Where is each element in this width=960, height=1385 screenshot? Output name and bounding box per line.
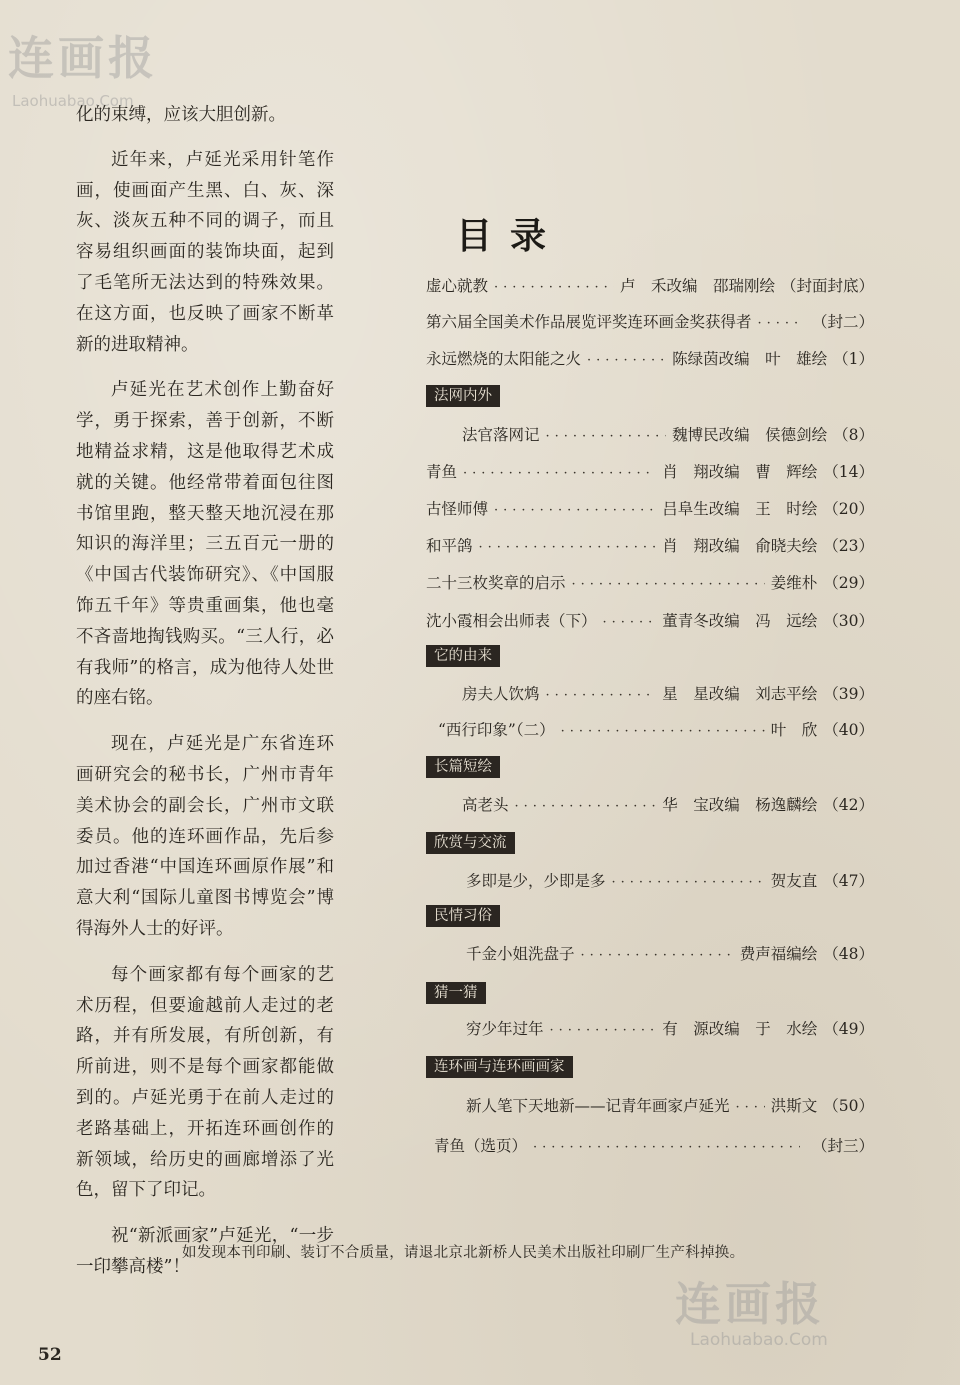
toc-title: 目录 xyxy=(456,216,565,257)
toc-entry xyxy=(426,534,874,556)
toc-entry xyxy=(466,1017,874,1039)
toc-entry-authors: 董青冬改编 冯 远绘 xyxy=(662,612,818,630)
toc-leader xyxy=(479,540,657,555)
article-paragraph: 近年来，卢延光采用针笔作画，使画面产生黑、白、灰、深灰、淡灰五种不同的调子，而且容易组织画面的装饰块面，起到了毛笔所无法达到的特殊效果。在这方面，也反映了画家不断革新的进取精神。 xyxy=(76,149,334,355)
toc-leader xyxy=(587,353,666,368)
toc-entry xyxy=(426,497,874,519)
toc-entry-authors: 叶 欣 xyxy=(770,721,818,739)
toc-entry-authors: 陈绿茵改编 叶 雄绘 xyxy=(672,350,828,368)
toc-entry-page: （8） xyxy=(833,426,874,444)
toc-entry xyxy=(426,460,874,482)
toc-entry xyxy=(438,718,874,740)
toc-leader xyxy=(581,948,734,963)
toc-entry-authors: 有 源改编 于 水绘 xyxy=(662,1020,818,1038)
toc-entry-authors: 星 星改编 刘志平绘 xyxy=(662,685,818,703)
toc-entry-authors: 贺友直 xyxy=(770,872,818,890)
toc-entry-authors: 吕阜生改编 王 时绘 xyxy=(662,500,818,518)
toc-leader xyxy=(561,724,765,739)
toc-entry-authors: 肖 翔改编 曹 辉绘 xyxy=(662,463,818,481)
toc-leader xyxy=(533,1140,800,1155)
watermark-logo-top: 连画报 xyxy=(8,31,158,85)
toc-leader xyxy=(515,799,657,814)
toc-category-label: 它的由来 xyxy=(426,645,500,667)
toc-entry xyxy=(466,942,874,964)
toc-leader xyxy=(550,1023,657,1038)
toc-entry-authors: 费声福编绘 xyxy=(739,945,818,963)
toc-category-label: 法网内外 xyxy=(426,385,500,407)
toc-entry-title: 房夫人饮鸩 xyxy=(462,685,540,703)
toc-entry-page: （封面封底） xyxy=(780,277,874,295)
toc-entry-authors: 卢 禾改编 邵瑞刚绘 xyxy=(619,277,775,295)
toc-leader xyxy=(546,688,657,703)
toc-entry-authors: 肖 翔改编 俞晓夫绘 xyxy=(662,537,818,555)
toc-entry xyxy=(426,347,874,369)
article-paragraph: 化的束缚，应该大胆创新。 xyxy=(76,105,286,125)
toc-category-label: 连环画与连环画画家 xyxy=(426,1056,573,1078)
toc-entry xyxy=(434,1134,874,1156)
toc-entry-authors: 洪斯文 xyxy=(770,1097,818,1115)
toc-leader xyxy=(612,875,765,890)
toc-entry-title: 法官落网记 xyxy=(462,426,540,444)
toc-entry-title: 虚心就教 xyxy=(426,277,489,295)
toc-entry-authors: 魏博民改编 侯德剑绘 xyxy=(672,426,828,444)
toc-category-label: 欣赏与交流 xyxy=(426,832,515,854)
toc-entry-title: 第六届全国美术作品展览评奖连环画金奖获得者 xyxy=(426,313,752,331)
toc-entry-title: 永远燃烧的太阳能之火 xyxy=(426,350,582,368)
toc-leader xyxy=(494,503,656,518)
toc-entry-authors: 姜维朴 xyxy=(770,574,818,592)
watermark-site-top: Laohuabao.Com xyxy=(12,92,134,110)
toc-entry-title: 多即是少，少即是多 xyxy=(466,872,606,890)
toc-entry-page: （50） xyxy=(823,1097,874,1115)
article-paragraph: 每个画家都有每个画家的艺术历程，但要逾越前人走过的老路，并有所发展，有所创新，有所前进，则不是每个画家都能做到的。卢延光勇于在前人走过的老路基础上，开拓连环画创作的新领域，给历史的画廊增添了光色，留下了印记。 xyxy=(76,964,334,1201)
toc-entry-page: （49） xyxy=(823,1020,874,1038)
watermark-site-bottom: Laohuabao.Com xyxy=(690,1330,828,1350)
toc-entry xyxy=(466,1094,874,1116)
article-paragraph: 卢延光在艺术创作上勤奋好学，勇于探索，善于创新，不断地精益求精，这是他取得艺术成就的关键。他经常带着面包往图书馆里跑，整天整天地沉浸在那知识的海洋里；三五百元一册的《中国古代装饰研究》、《中国服饰五千年》等贵重画集，他也毫不吝啬地掏钱购买。“三人行，必有我师”的格言，成为他待人处世的座右铭。 xyxy=(76,380,334,709)
toc-entry-page: （1） xyxy=(833,350,874,368)
toc-leader xyxy=(572,577,765,592)
toc-entry xyxy=(426,571,874,593)
toc-category-label: 长篇短绘 xyxy=(426,756,500,778)
toc-leader xyxy=(463,466,656,481)
toc-entry-page: （40） xyxy=(823,721,874,739)
toc-entry xyxy=(426,609,874,631)
toc-entry xyxy=(462,682,874,704)
toc-entry-page: （20） xyxy=(823,500,874,518)
toc-entry-authors: 华 宝改编 杨逸麟绘 xyxy=(662,796,818,814)
toc-entry-page: （30） xyxy=(823,612,874,630)
toc-entry-title: 青鱼（选页） xyxy=(434,1137,528,1155)
toc-leader xyxy=(494,280,614,295)
toc-leader xyxy=(603,615,657,630)
toc-entry-title: 青鱼 xyxy=(426,463,458,481)
toc-entry-title: 和平鸽 xyxy=(426,537,473,555)
toc-category-label: 民情习俗 xyxy=(426,905,500,927)
toc-entry-title: 二十三枚奖章的启示 xyxy=(426,574,566,592)
toc-entry-title: 沈小霞相会出师表（下） xyxy=(426,612,597,630)
toc-entry xyxy=(462,793,874,815)
toc-entry xyxy=(426,274,874,296)
toc-entry xyxy=(426,310,874,332)
toc-entry-page: （封二） xyxy=(811,313,874,331)
toc-entry-title: 新人笔下天地新——记青年画家卢延光 xyxy=(466,1097,730,1115)
toc-leader xyxy=(736,1100,765,1115)
toc-entry xyxy=(462,423,874,445)
toc-entry-page: （42） xyxy=(823,796,874,814)
article-paragraph: 现在，卢延光是广东省连环画研究会的秘书长，广州市青年美术协会的副会长，广州市文联委员。他的连环画作品，先后参加过香港“中国连环画原作展”和意大利“国际儿童图书博览会”博得海外人士的好评。 xyxy=(76,734,334,939)
page-number: 52 xyxy=(38,1345,62,1365)
toc-leader xyxy=(758,316,800,331)
toc-entry-title: 穷少年过年 xyxy=(466,1020,544,1038)
toc-entry-title: 古怪师傅 xyxy=(426,500,489,518)
article-column xyxy=(76,100,334,1298)
toc-entry-title: 千金小姐洗盘子 xyxy=(466,945,575,963)
footer-note: 如发现本刊印刷、装订不合质量，请退北京北新桥人民美术出版社印刷厂生产科掉换。 xyxy=(182,1245,745,1261)
toc-entry-title: 高老头 xyxy=(462,796,509,814)
toc-category-label: 猜一猜 xyxy=(426,982,486,1004)
toc-entry-page: （14） xyxy=(823,463,874,481)
toc-entry-page: （48） xyxy=(823,945,874,963)
toc-entry-page: （29） xyxy=(823,574,874,592)
article-paragraph: 祝“新派画家”卢延光，“一步一印攀高楼”！ xyxy=(76,1226,334,1277)
toc-entry-page: （封三） xyxy=(811,1137,874,1155)
watermark-logo-bottom: 连画报 xyxy=(675,1277,825,1331)
toc-leader xyxy=(546,429,667,444)
toc-entry-page: （39） xyxy=(823,685,874,703)
toc-entry-page: （47） xyxy=(823,872,874,890)
toc-entry xyxy=(466,869,874,891)
toc-entry-page: （23） xyxy=(823,537,874,555)
toc-entry-title: “西行印象”（二） xyxy=(438,721,555,739)
